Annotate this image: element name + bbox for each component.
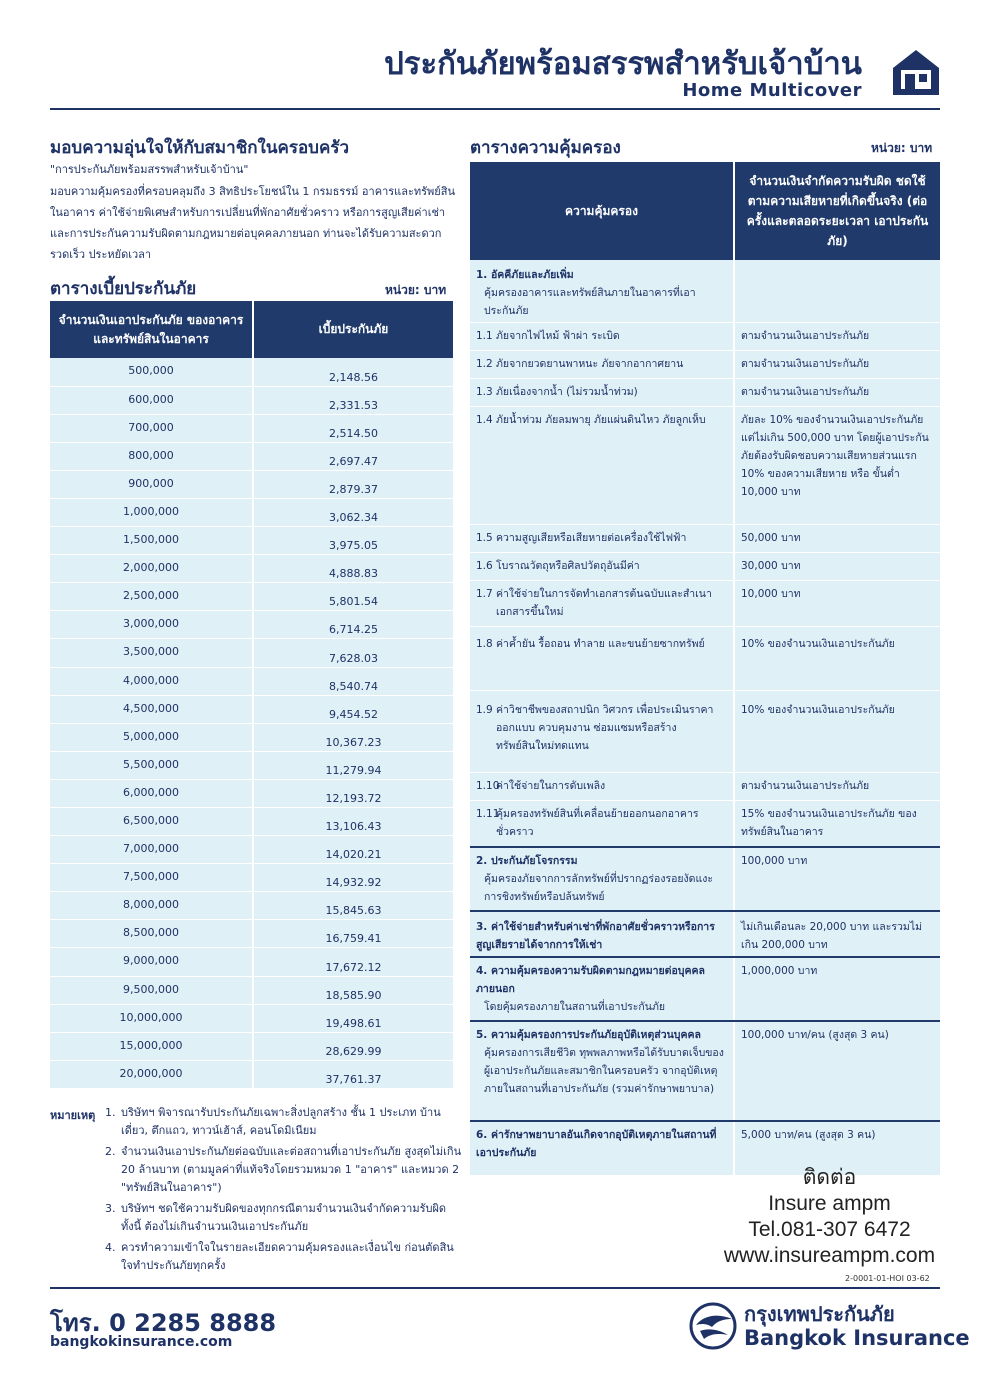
subitem-limit: 10% ของจำนวนเงินเอาประกันภัย — [734, 627, 940, 691]
subitem-limit: 10% ของจำนวนเงินเอาประกันภัย — [734, 691, 940, 773]
contact-website[interactable]: www.insureampm.com — [723, 1244, 936, 1267]
subitem-number: 1.8 — [476, 638, 493, 650]
premium-table-row — [50, 498, 453, 526]
premium-amount-cell: 6,500,000 — [50, 808, 253, 836]
header-divider — [50, 108, 940, 110]
premium-amount-cell: 8,000,000 — [50, 892, 253, 920]
note-text: บริษัทฯ ชดใช้ความรับผิดของทุกกรณีตามจำนวนเงินจำกัดความรับผิด ทั้งนี้ ต้องไม่เกินจำนวนเงินเอาประกันภัย — [121, 1202, 447, 1233]
subitem-limit: 30,000 บาท — [734, 553, 940, 581]
premium-table-row — [50, 695, 453, 723]
contact-block — [712, 1165, 947, 1269]
premium-value-cell: 13,106.43 — [253, 808, 453, 836]
premium-amount-cell: 4,000,000 — [50, 667, 253, 695]
premium-table-row — [50, 948, 453, 976]
note-item — [105, 1239, 465, 1275]
subitem-text: ความสูญเสียหรือเสียหายต่อเครื่องใช้ไฟฟ้า — [496, 532, 687, 544]
premium-table-row — [50, 414, 453, 442]
subitem-limit: ตามจำนวนเงินเอาประกันภัย — [734, 773, 940, 801]
subitem-number: 1.7 — [476, 588, 493, 600]
coverage-section-title: 1. อัคคีภัยและภัยเพิ่ม — [476, 269, 574, 281]
subitem-text: โบราณวัตถุหรือศิลปวัตถุอันมีค่า — [496, 560, 640, 572]
bangkok-insurance-logo-mark — [688, 1301, 738, 1351]
intro-heading: มอบความอุ่นใจให้กับสมาชิกในครอบครัว — [50, 138, 349, 158]
premium-table-row — [50, 836, 453, 864]
premium-value-cell: 12,193.72 — [253, 779, 453, 807]
note-number: 4. — [105, 1241, 116, 1254]
page-title: ประกันภัยพร้อมสรรพสำหรับเจ้าบ้าน — [384, 46, 862, 82]
premium-table-row — [50, 667, 453, 695]
premium-table-row — [50, 1032, 453, 1060]
coverage-table-unit: หน่วย: บาท — [871, 141, 933, 155]
coverage-section-desc: โดยคุ้มครองภายในสถานที่เอาประกันภัย — [484, 1000, 666, 1013]
subitem-number: 1.1 — [476, 330, 493, 342]
premium-amount-cell: 2,500,000 — [50, 583, 253, 611]
note-text: ควรทำความเข้าใจในรายละเอียดความคุ้มครองและเงื่อนไข ก่อนตัดสินใจทำประกันภัยทุกครั้ง — [121, 1241, 454, 1272]
subitem-limit: 50,000 บาท — [734, 525, 940, 553]
premium-amount-cell: 1,500,000 — [50, 527, 253, 555]
coverage-subitem — [470, 691, 940, 773]
premium-table-row — [50, 892, 453, 920]
premium-table-row — [50, 470, 453, 498]
premium-table-row — [50, 808, 453, 836]
premium-amount-cell: 600,000 — [50, 386, 253, 414]
note-item — [105, 1143, 465, 1197]
coverage-subitem — [470, 773, 940, 801]
premium-amount-cell: 7,000,000 — [50, 836, 253, 864]
coverage-subitem — [470, 627, 940, 691]
footer-phone[interactable]: โทร. 0 2285 8888 — [50, 1309, 277, 1337]
footer-website-link[interactable]: bangkokinsurance.com — [50, 1334, 233, 1350]
coverage-section-title: 2. ประกันภัยโจรกรรม — [476, 854, 578, 867]
premium-amount-cell: 5,500,000 — [50, 751, 253, 779]
premium-value-cell: 28,629.99 — [253, 1032, 453, 1060]
subitem-text: ค่าวิชาชีพของสถาปนิก วิศวกร เพื่อประเมินราคา ออกแบบ ควบคุมงาน ซ่อมแซมหรือสร้างทรัพย์สินใหม่ทดแทน — [496, 704, 714, 752]
subitem-limit: ตามจำนวนเงินเอาประกันภัย — [734, 351, 940, 379]
premium-amount-cell: 20,000,000 — [50, 1060, 253, 1088]
subitem-limit: ตามจำนวนเงินเอาประกันภัย — [734, 379, 940, 407]
coverage-section-title: 5. ความคุ้มครองการประกันภัยอุบัติเหตุส่วนบุคคล — [476, 1028, 701, 1041]
premium-amount-cell: 800,000 — [50, 442, 253, 470]
contact-label: ติดต่อ — [802, 1166, 857, 1189]
subitem-number: 1.11 — [476, 808, 500, 820]
coverage-section-desc: คุ้มครองการเสียชีวิต ทุพพลภาพหรือได้รับบาดเจ็บของผู้เอาประกันภัยและสมาชิกในครอบครัว จากอุบัติเหตุ ภายในสถานที่เอาประกันภัย (รวมค่ารักษาพยาบาล) — [484, 1046, 724, 1095]
coverage-subitem — [470, 323, 940, 351]
premium-value-cell: 2,514.50 — [253, 414, 453, 442]
premium-value-cell: 10,367.23 — [253, 723, 453, 751]
premium-value-cell: 3,975.05 — [253, 527, 453, 555]
coverage-subitem — [470, 407, 940, 525]
subitem-number: 1.3 — [476, 386, 493, 398]
coverage-section-title: 4. ความคุ้มครองความรับผิดตามกฎหมายต่อบุคคลภายนอก — [476, 964, 705, 995]
note-item — [105, 1104, 465, 1140]
page-subtitle: Home Multicover — [682, 80, 862, 101]
premium-amount-cell: 500,000 — [50, 358, 253, 386]
premium-amount-cell: 6,000,000 — [50, 779, 253, 807]
premium-value-cell: 5,801.54 — [253, 583, 453, 611]
coverage-section-desc: คุ้มครองภัยจากการลักทรัพย์ที่ปรากฏร่องรอยงัดแงะ การชิงทรัพย์หรือปล้นทรัพย์ — [484, 872, 714, 903]
subitem-text: คุ้มครองทรัพย์สินที่เคลื่อนย้ายออกนอกอาคารชั่วคราว — [496, 808, 699, 838]
premium-value-cell: 17,672.12 — [253, 948, 453, 976]
subitem-number: 1.6 — [476, 560, 493, 572]
premium-amount-cell: 2,000,000 — [50, 555, 253, 583]
subitem-text: ค่าใช้จ่ายในการดับเพลิง — [496, 780, 606, 792]
coverage-section-desc: คุ้มครองอาคารและทรัพย์สินภายในอาคารที่เอาประกันภัย — [484, 287, 696, 317]
subitem-number: 1.10 — [476, 780, 500, 792]
premium-value-cell: 16,759.41 — [253, 920, 453, 948]
coverage-subitem — [470, 379, 940, 407]
coverage-subitem — [470, 801, 940, 847]
premium-value-cell: 3,062.34 — [253, 498, 453, 526]
intro-quote: "การประกันภัยพร้อมสรรพสำหรับเจ้าบ้าน" — [50, 163, 249, 176]
note-number: 2. — [105, 1145, 116, 1158]
intro-body: มอบความคุ้มครองที่ครอบคลุมถึง 3 สิทธิประโยชน์ใน 1 กรมธรรม์ อาคารและทรัพย์สินในอาคาร ค่าใช้จ่ายพิเศษสำหรับการเปลี่ยนที่พักอาศัยชั่วคราว หรือการสูญเสียค่าเช่า และการประกันความรับผิดตามกฎหมายต่อบุคคลภายนอก ท่านจะได้รับความสะดวก รวดเร็ว ประหยัดเวลา — [50, 185, 455, 261]
premium-amount-cell: 9,000,000 — [50, 948, 253, 976]
premium-amount-cell: 4,500,000 — [50, 695, 253, 723]
subitem-limit: 10,000 บาท — [734, 581, 940, 627]
coverage-section-title: 6. ค่ารักษาพยาบาลอันเกิดจากอุบัติเหตุภายในสถานที่เอาประกันภัย — [476, 1128, 717, 1159]
note-text: บริษัทฯ พิจารณารับประกันภัยเฉพาะสิ่งปลูกสร้าง ชั้น 1 ประเภท บ้านเดี่ยว, ตึกแถว, ทาวน์เฮ้าส์, คอนโดมิเนียม — [121, 1106, 441, 1137]
coverage-subitem — [470, 351, 940, 379]
subitem-limit: ตามจำนวนเงินเอาประกันภัย — [734, 323, 940, 351]
coverage-section-limit: 1,000,000 บาท — [734, 957, 940, 1021]
premium-value-cell: 2,148.56 — [253, 358, 453, 386]
notes-label: หมายเหตุ — [50, 1109, 96, 1122]
subitem-text: ค่าใช้จ่ายในการจัดทำเอกสารต้นฉบับและสำเนาเอกสารขึ้นใหม่ — [496, 588, 712, 618]
subitem-text: ค่าค้ำยัน รื้อถอน ทำลาย และขนย้ายซากทรัพย์ — [496, 638, 705, 650]
logo-english-name: Bangkok Insurance — [744, 1326, 970, 1350]
premium-table-row — [50, 555, 453, 583]
subitem-number: 1.4 — [476, 414, 493, 426]
coverage-section-5 — [470, 1021, 940, 1121]
subitem-text: ภัยจากไฟไหม้ ฟ้าผ่า ระเบิด — [496, 330, 620, 342]
coverage-subitem — [470, 581, 940, 627]
premium-table-row — [50, 723, 453, 751]
subitem-number: 1.2 — [476, 358, 493, 370]
coverage-section-limit: ไม่เกินเดือนละ 20,000 บาท และรวมไม่เกิน 200,000 บาท — [734, 911, 940, 957]
house-icon — [891, 48, 941, 96]
premium-amount-cell: 10,000,000 — [50, 1004, 253, 1032]
premium-amount-cell: 3,500,000 — [50, 639, 253, 667]
premium-value-cell: 2,697.47 — [253, 442, 453, 470]
coverage-section-limit: 5,000 บาท/คน (สูงสุด 3 คน) — [734, 1121, 940, 1175]
coverage-col-header: ความคุ้มครอง — [470, 162, 734, 260]
premium-table-row — [50, 1004, 453, 1032]
coverage-section-4 — [470, 957, 940, 1021]
limit-col-header: จำนวนเงินจำกัดความรับผิด ชดใช้ตามความเสียหายที่เกิดขึ้นจริง (ต่อครั้งและตลอดระยะเวลา เอาประกันภัย) — [734, 162, 940, 260]
premium-value-cell: 18,585.90 — [253, 976, 453, 1004]
subitem-limit: ภัยละ 10% ของจำนวนเงินเอาประกันภัย แต่ไม่เกิน 500,000 บาท โดยผู้เอาประกันภัยต้องรับผิดชอบความเสียหายส่วนแรก 10% ของความเสียหาย หรือ ขั้นต่ำ 10,000 บาท — [734, 407, 940, 525]
premium-value-cell: 19,498.61 — [253, 1004, 453, 1032]
notes-list — [105, 1104, 465, 1278]
premium-table-row — [50, 358, 453, 386]
premium-table-row — [50, 976, 453, 1004]
premium-table-row — [50, 864, 453, 892]
coverage-section-limit: 100,000 บาท/คน (สูงสุด 3 คน) — [734, 1021, 940, 1121]
premium-amount-cell: 700,000 — [50, 414, 253, 442]
subitem-text: ภัยจากยวดยานพาหนะ ภัยจากอากาศยาน — [496, 358, 684, 370]
premium-table-unit: หน่วย: บาท — [385, 283, 447, 297]
premium-value-cell: 7,628.03 — [253, 639, 453, 667]
premium-amount-cell: 3,000,000 — [50, 611, 253, 639]
premium-value-cell: 14,932.92 — [253, 864, 453, 892]
note-item — [105, 1200, 465, 1236]
premium-table-row — [50, 442, 453, 470]
premium-value-cell: 8,540.74 — [253, 667, 453, 695]
premium-table-row — [50, 779, 453, 807]
coverage-table-heading: ตารางความคุ้มครอง — [470, 138, 621, 158]
premium-value-cell: 9,454.52 — [253, 695, 453, 723]
note-text: จำนวนเงินเอาประกันภัยต่อฉบับและต่อสถานที่เอาประกันภัย สูงสุดไม่เกิน 20 ล้านบาท (ตามมูลค่าที่แท้จริงโดยรวมหมวด 1 "อาคาร" และหมวด 2 "ทรัพย์สินในอาคาร") — [121, 1145, 462, 1194]
contact-name: Insure ampm — [768, 1192, 891, 1215]
subitem-number: 1.9 — [476, 704, 493, 716]
coverage-subitem — [470, 525, 940, 553]
note-number: 1. — [105, 1106, 116, 1119]
premium-amount-cell: 9,500,000 — [50, 976, 253, 1004]
coverage-section-3 — [470, 911, 940, 957]
coverage-subitem — [470, 553, 940, 581]
premium-value-cell: 4,888.83 — [253, 555, 453, 583]
premium-table-row — [50, 920, 453, 948]
subitem-number: 1.5 — [476, 532, 493, 544]
subitem-text: ภัยเนื่องจากน้ำ (ไม่รวมน้ำท่วม) — [496, 386, 638, 398]
coverage-section-limit: 100,000 บาท — [734, 847, 940, 911]
premium-value-cell: 15,845.63 — [253, 892, 453, 920]
premium-value-cell: 37,761.37 — [253, 1060, 453, 1088]
logo-thai-name: กรุงเทพประกันภัย — [744, 1302, 895, 1326]
premium-value-cell: 14,020.21 — [253, 836, 453, 864]
document-code: 2-0001-01-HOI 03-62 — [845, 1274, 930, 1283]
premium-table-row — [50, 639, 453, 667]
premium-value-cell: 6,714.25 — [253, 611, 453, 639]
premium-table-row — [50, 583, 453, 611]
coverage-section-title: 3. ค่าใช้จ่ายสำหรับค่าเช่าที่พักอาศัยชั่วคราวหรือการสูญเสียรายได้จากการให้เช่า — [476, 920, 715, 951]
premium-amount-cell: 5,000,000 — [50, 723, 253, 751]
footer-divider — [50, 1287, 940, 1289]
premium-table-heading: ตารางเบี้ยประกันภัย — [50, 279, 197, 299]
premium-table — [50, 301, 453, 1089]
premium-col-amount-header: จำนวนเงินเอาประกันภัย ของอาคารและทรัพย์สินในอาคาร — [50, 301, 253, 358]
premium-amount-cell: 1,000,000 — [50, 498, 253, 526]
premium-amount-cell: 900,000 — [50, 470, 253, 498]
premium-value-cell: 11,279.94 — [253, 751, 453, 779]
note-number: 3. — [105, 1202, 116, 1215]
subitem-text: ภัยน้ำท่วม ภัยลมพายุ ภัยแผ่นดินไหว ภัยลูกเห็บ — [496, 414, 706, 426]
premium-table-row — [50, 527, 453, 555]
premium-table-row — [50, 1060, 453, 1088]
premium-table-row — [50, 751, 453, 779]
premium-table-row — [50, 386, 453, 414]
premium-table-row — [50, 611, 453, 639]
coverage-table — [470, 162, 940, 1175]
coverage-section-1 — [470, 260, 940, 323]
premium-amount-cell: 7,500,000 — [50, 864, 253, 892]
contact-phone[interactable]: Tel.081-307 6472 — [748, 1218, 911, 1241]
premium-value-cell: 2,331.53 — [253, 386, 453, 414]
premium-col-premium-header: เบี้ยประกันภัย — [253, 301, 453, 358]
premium-value-cell: 2,879.37 — [253, 470, 453, 498]
premium-amount-cell: 15,000,000 — [50, 1032, 253, 1060]
coverage-section-2 — [470, 847, 940, 911]
subitem-limit: 15% ของจำนวนเงินเอาประกันภัย ของทรัพย์สินในอาคาร — [734, 801, 940, 847]
premium-amount-cell: 8,500,000 — [50, 920, 253, 948]
